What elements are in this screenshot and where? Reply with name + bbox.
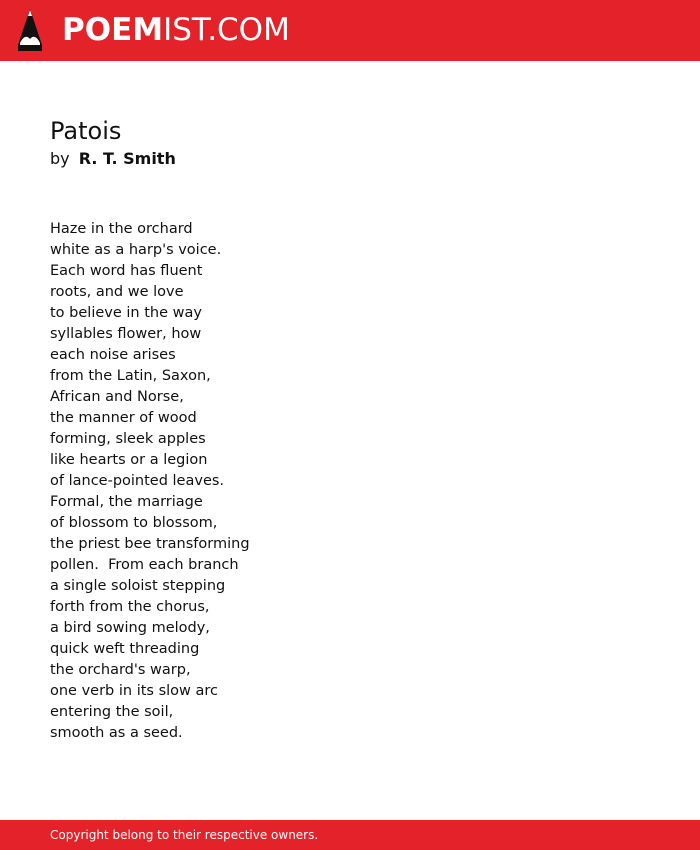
poem-line: African and Norse, bbox=[50, 389, 184, 405]
logo-name-bold: POEM bbox=[62, 12, 164, 48]
poem-line: forth from the chorus, bbox=[50, 599, 210, 615]
poem-author: R. T. Smith bbox=[78, 149, 176, 168]
poem-line: white as a harp's voice. bbox=[50, 242, 222, 258]
site-logo[interactable] bbox=[62, 12, 290, 48]
byline bbox=[50, 148, 176, 170]
copyright-notice: Copyright belong to their respective owners. bbox=[50, 828, 319, 842]
poem-line: roots, and we love bbox=[50, 284, 184, 300]
poem-line: entering the soil, bbox=[50, 704, 174, 720]
poem-line: like hearts or a legion bbox=[50, 452, 208, 468]
poem-line: forming, sleek apples bbox=[50, 431, 206, 447]
poem-line: the orchard's warp, bbox=[50, 662, 191, 678]
poem-line: of lance-pointed leaves. bbox=[50, 473, 225, 489]
poem-line: from the Latin, Saxon, bbox=[50, 368, 211, 384]
poem-line: each noise arises bbox=[50, 347, 176, 363]
poem-line: quick weft threading bbox=[50, 641, 200, 657]
poem-line: Each word has fluent bbox=[50, 263, 203, 279]
poem-line: a bird sowing melody, bbox=[50, 620, 210, 636]
poem-body bbox=[50, 219, 250, 744]
site-footer bbox=[0, 820, 700, 850]
poem-line: smooth as a seed. bbox=[50, 725, 183, 741]
poem-line: to believe in the way bbox=[50, 305, 202, 321]
poem-line: one verb in its slow arc bbox=[50, 683, 218, 699]
logo-name-light: IST.COM bbox=[163, 12, 290, 48]
poem-line: pollen. From each branch bbox=[50, 557, 239, 573]
poem-line: of blossom to blossom, bbox=[50, 515, 218, 531]
site-header bbox=[0, 0, 700, 61]
poem-line: the manner of wood bbox=[50, 410, 197, 426]
by-label: by bbox=[50, 149, 70, 168]
poem-line: the priest bee transforming bbox=[50, 536, 250, 552]
poem-line: Formal, the marriage bbox=[50, 494, 203, 510]
poem-title: Patois bbox=[50, 117, 122, 145]
poem-line: Haze in the orchard bbox=[50, 221, 193, 237]
poem-line: a single soloist stepping bbox=[50, 578, 226, 594]
poem-line: syllables flower, how bbox=[50, 326, 202, 342]
pencil-tip-icon[interactable] bbox=[18, 9, 42, 51]
